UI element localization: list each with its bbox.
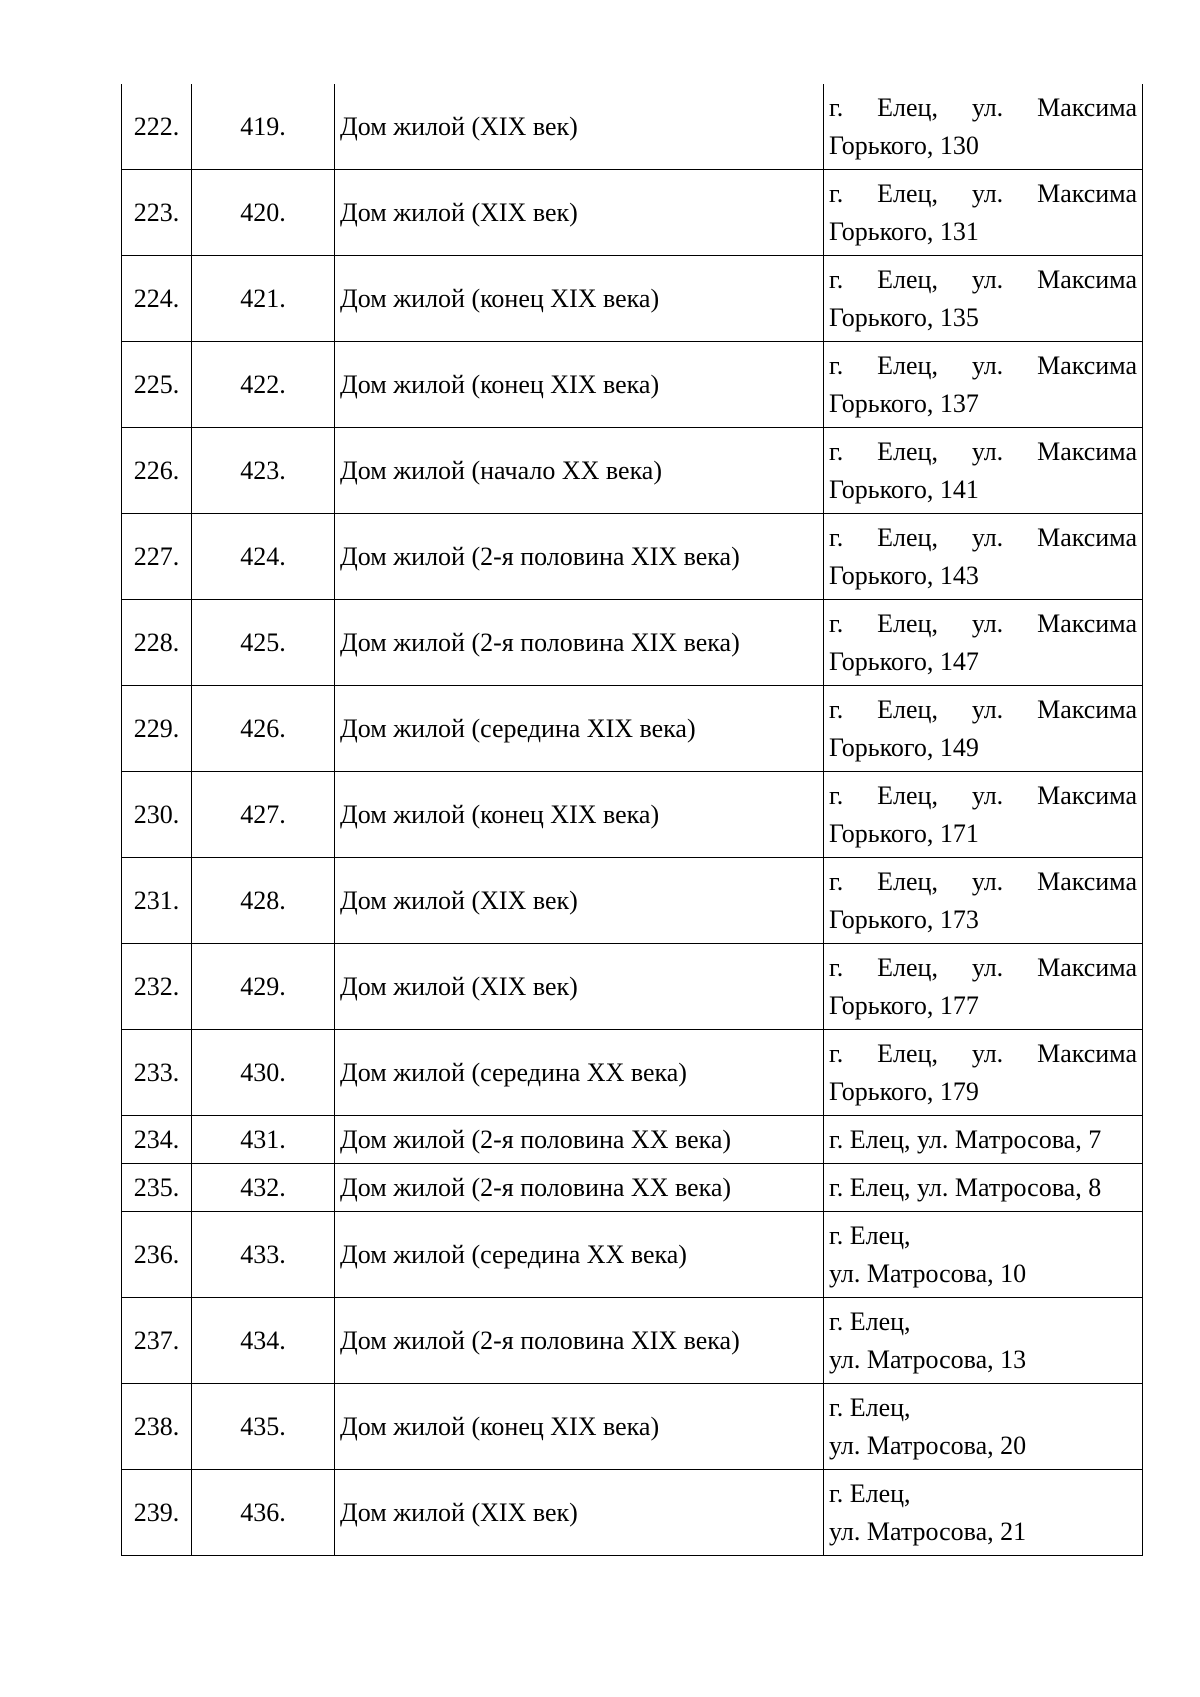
object-name-cell: Дом жилой (XIX век)	[335, 84, 824, 170]
address-cell	[824, 1164, 1143, 1212]
register-number-cell: 427.	[192, 772, 335, 858]
register-number-cell: 422.	[192, 342, 335, 428]
table-row	[122, 170, 1143, 256]
table-row	[122, 686, 1143, 772]
address-line-2: ул. Матросова, 10	[829, 1258, 1027, 1288]
address-cell	[824, 944, 1143, 1030]
table-row	[122, 600, 1143, 686]
object-name-cell: Дом жилой (XIX век)	[335, 1470, 824, 1556]
address-line-1: г. Елец, ул. Максима	[829, 1038, 1137, 1068]
register-number-cell: 430.	[192, 1030, 335, 1116]
object-name-cell: Дом жилой (середина XIX века)	[335, 686, 824, 772]
row-number-cell: 224.	[122, 256, 192, 342]
address-cell	[824, 428, 1143, 514]
row-number-cell: 234.	[122, 1116, 192, 1164]
row-number-cell: 227.	[122, 514, 192, 600]
address-cell	[824, 514, 1143, 600]
address-line-1: г. Елец,	[829, 1220, 911, 1250]
table-row	[122, 1298, 1143, 1384]
register-number-cell: 425.	[192, 600, 335, 686]
address-cell	[824, 1470, 1143, 1556]
table-row	[122, 1470, 1143, 1556]
address-line-2: Горького, 147	[829, 646, 979, 676]
register-number-cell: 419.	[192, 84, 335, 170]
address-line-2: ул. Матросова, 20	[829, 1430, 1027, 1460]
row-number-cell: 229.	[122, 686, 192, 772]
table-row	[122, 1212, 1143, 1298]
table-row	[122, 772, 1143, 858]
row-number-cell: 230.	[122, 772, 192, 858]
object-name-cell: Дом жилой (середина XX века)	[335, 1212, 824, 1298]
register-number-cell: 421.	[192, 256, 335, 342]
address-line-1: г. Елец, ул. Максима	[829, 92, 1137, 122]
register-number-cell: 423.	[192, 428, 335, 514]
table-row	[122, 1164, 1143, 1212]
address-line-2: Горького, 171	[829, 818, 979, 848]
register-number-cell: 420.	[192, 170, 335, 256]
address-line-1: г. Елец,	[829, 1306, 911, 1336]
address-line-2: Горького, 135	[829, 302, 979, 332]
row-number-cell: 231.	[122, 858, 192, 944]
row-number-cell: 222.	[122, 84, 192, 170]
address-cell	[824, 1384, 1143, 1470]
object-name-cell: Дом жилой (2-я половина XIX века)	[335, 600, 824, 686]
address-line-2: Горького, 149	[829, 732, 979, 762]
address-cell	[824, 256, 1143, 342]
address-cell	[824, 84, 1143, 170]
address-cell	[824, 1116, 1143, 1164]
table-row	[122, 858, 1143, 944]
address-line-1: г. Елец, ул. Максима	[829, 436, 1137, 466]
row-number-cell: 237.	[122, 1298, 192, 1384]
object-name-cell: Дом жилой (начало XX века)	[335, 428, 824, 514]
object-name-cell: Дом жилой (XIX век)	[335, 858, 824, 944]
table-row	[122, 84, 1143, 170]
address-line-2: Горького, 179	[829, 1076, 979, 1106]
table-row	[122, 1030, 1143, 1116]
object-name-cell: Дом жилой (конец XIX века)	[335, 256, 824, 342]
object-name-cell: Дом жилой (конец XIX века)	[335, 772, 824, 858]
address-line-1: г. Елец, ул. Максима	[829, 866, 1137, 896]
address-line-2: Горького, 130	[829, 130, 979, 160]
register-number-cell: 431.	[192, 1116, 335, 1164]
object-name-cell: Дом жилой (XIX век)	[335, 170, 824, 256]
register-number-cell: 426.	[192, 686, 335, 772]
table-row	[122, 342, 1143, 428]
address-line-1: г. Елец,	[829, 1392, 911, 1422]
table-row	[122, 1116, 1143, 1164]
address-cell	[824, 858, 1143, 944]
address-line-1: г. Елец, ул. Максима	[829, 178, 1137, 208]
address-line-1: г. Елец, ул. Максима	[829, 264, 1137, 294]
address-cell	[824, 1212, 1143, 1298]
register-number-cell: 436.	[192, 1470, 335, 1556]
row-number-cell: 228.	[122, 600, 192, 686]
row-number-cell: 236.	[122, 1212, 192, 1298]
row-number-cell: 223.	[122, 170, 192, 256]
address-line-2: ул. Матросова, 21	[829, 1516, 1027, 1546]
table-row	[122, 514, 1143, 600]
address-line-2: Горького, 131	[829, 216, 979, 246]
register-number-cell: 434.	[192, 1298, 335, 1384]
address-line-2: ул. Матросова, 13	[829, 1344, 1027, 1374]
address-line-1: г. Елец, ул. Максима	[829, 350, 1137, 380]
row-number-cell: 232.	[122, 944, 192, 1030]
address-line-1: г. Елец, ул. Максима	[829, 694, 1137, 724]
address-line-1: г. Елец, ул. Максима	[829, 608, 1137, 638]
table-body	[122, 84, 1143, 1556]
row-number-cell: 225.	[122, 342, 192, 428]
register-number-cell: 424.	[192, 514, 335, 600]
address-line-2: Горького, 173	[829, 904, 979, 934]
object-name-cell: Дом жилой (середина XX века)	[335, 1030, 824, 1116]
address-cell	[824, 1298, 1143, 1384]
address-line-1: г. Елец, ул. Матросова, 7	[829, 1124, 1102, 1154]
address-line-1: г. Елец, ул. Максима	[829, 952, 1137, 982]
address-line-1: г. Елец, ул. Максима	[829, 522, 1137, 552]
address-line-1: г. Елец, ул. Матросова, 8	[829, 1172, 1102, 1202]
address-cell	[824, 686, 1143, 772]
row-number-cell: 226.	[122, 428, 192, 514]
address-line-2: Горького, 177	[829, 990, 979, 1020]
address-line-2: Горького, 137	[829, 388, 979, 418]
row-number-cell: 238.	[122, 1384, 192, 1470]
register-number-cell: 435.	[192, 1384, 335, 1470]
address-cell	[824, 600, 1143, 686]
register-number-cell: 432.	[192, 1164, 335, 1212]
address-cell	[824, 772, 1143, 858]
table-row	[122, 256, 1143, 342]
object-name-cell: Дом жилой (2-я половина XX века)	[335, 1116, 824, 1164]
address-cell	[824, 342, 1143, 428]
object-name-cell: Дом жилой (2-я половина XIX века)	[335, 1298, 824, 1384]
table-row	[122, 1384, 1143, 1470]
address-line-1: г. Елец, ул. Максима	[829, 780, 1137, 810]
address-cell	[824, 170, 1143, 256]
address-line-2: Горького, 141	[829, 474, 979, 504]
object-name-cell: Дом жилой (XIX век)	[335, 944, 824, 1030]
row-number-cell: 239.	[122, 1470, 192, 1556]
object-name-cell: Дом жилой (2-я половина XIX века)	[335, 514, 824, 600]
heritage-objects-table	[121, 84, 1143, 1556]
row-number-cell: 235.	[122, 1164, 192, 1212]
table-row	[122, 428, 1143, 514]
address-line-1: г. Елец,	[829, 1478, 911, 1508]
register-number-cell: 433.	[192, 1212, 335, 1298]
row-number-cell: 233.	[122, 1030, 192, 1116]
table-row	[122, 944, 1143, 1030]
object-name-cell: Дом жилой (конец XIX века)	[335, 342, 824, 428]
address-cell	[824, 1030, 1143, 1116]
register-number-cell: 429.	[192, 944, 335, 1030]
register-number-cell: 428.	[192, 858, 335, 944]
address-line-2: Горького, 143	[829, 560, 979, 590]
object-name-cell: Дом жилой (2-я половина XX века)	[335, 1164, 824, 1212]
object-name-cell: Дом жилой (конец XIX века)	[335, 1384, 824, 1470]
